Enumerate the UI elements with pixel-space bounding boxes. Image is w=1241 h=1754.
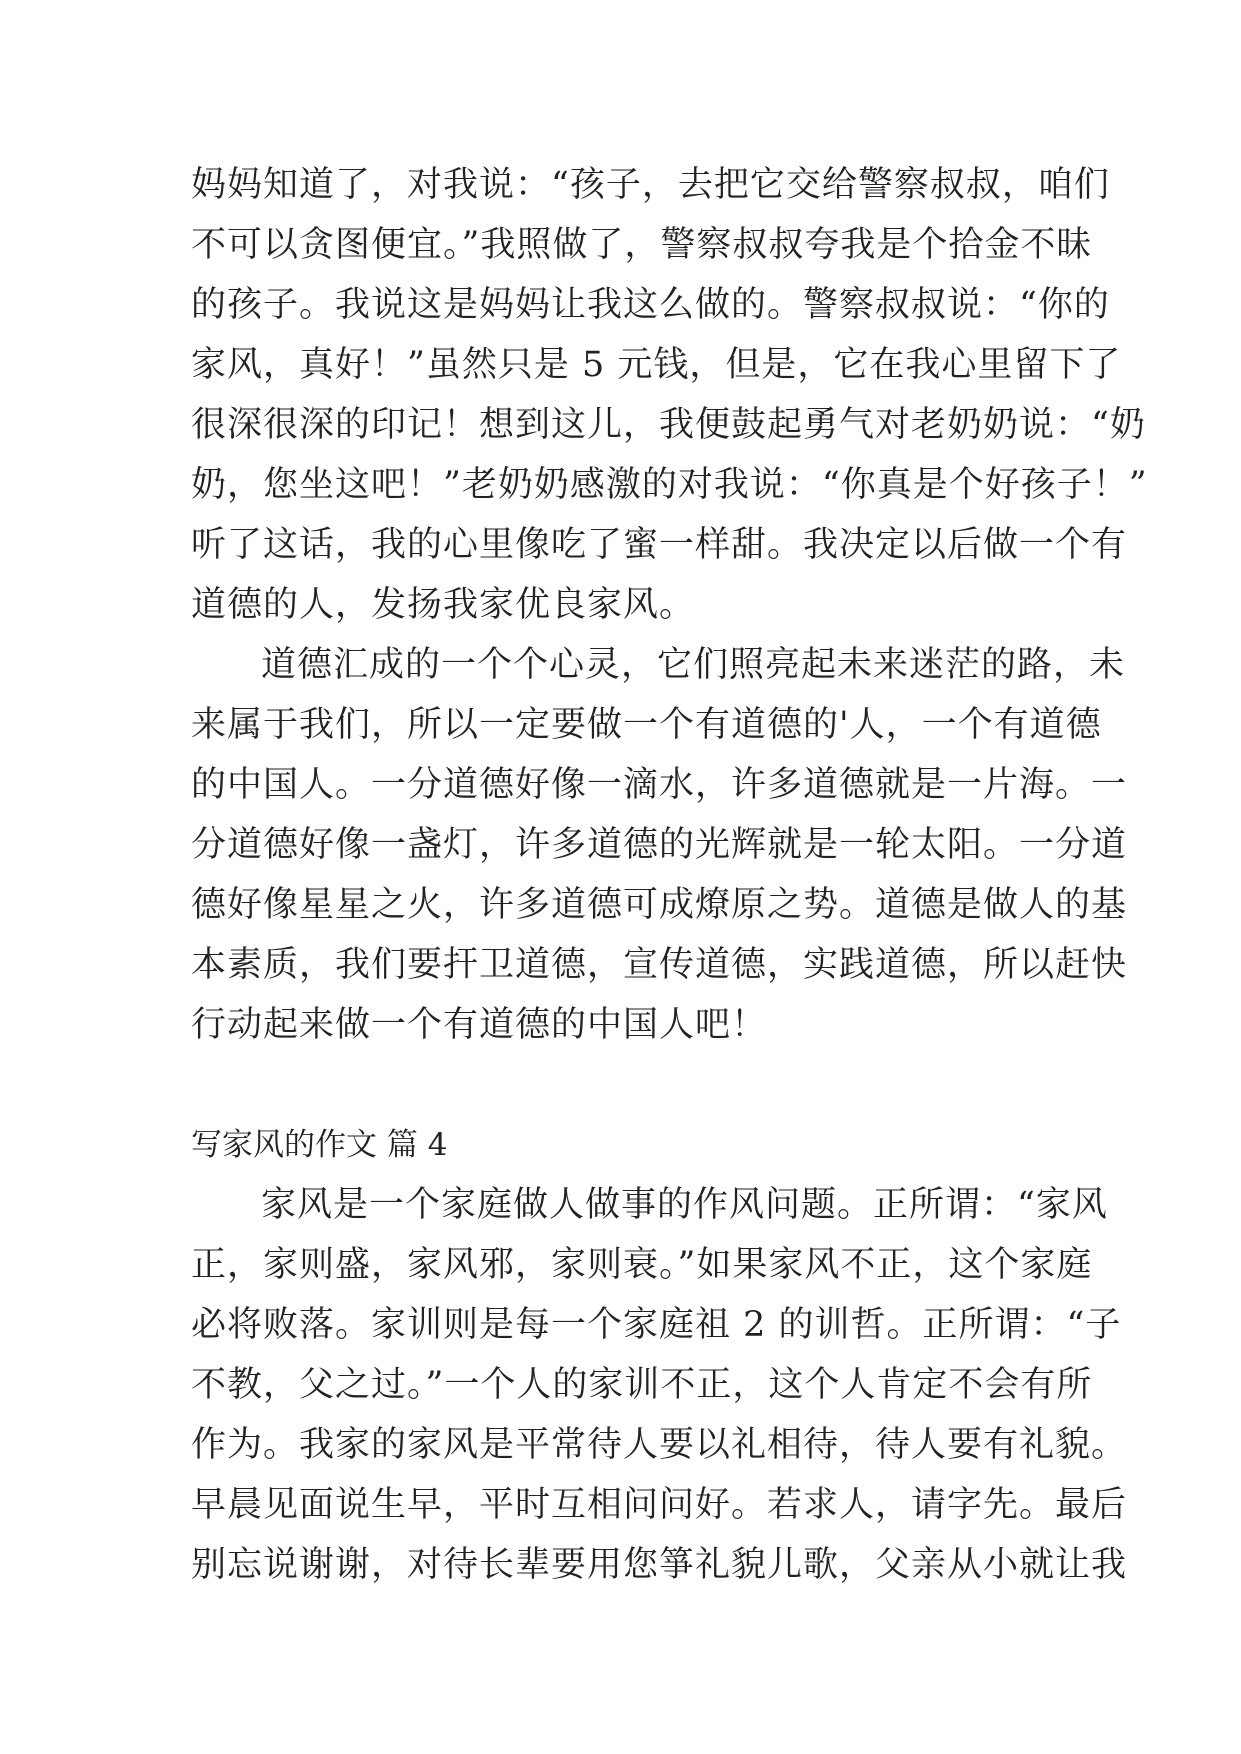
text-line: 本素质，我们要扞卫道德，宣传道德，实践道德，所以赶快: [191, 945, 1128, 985]
text-line: 道德汇成的一个个心灵，它们照亮起未来迷茫的路，未: [261, 645, 1126, 685]
text-line: 早晨见面说生早，平时互相问问好。若求人，请字先。最后: [191, 1485, 1128, 1525]
text-line: 家风是一个家庭做人做事的作风问题。正所谓：“家风: [261, 1185, 1108, 1225]
section-heading: 写家风的作文 篇 4: [191, 1127, 448, 1163]
text-line: 很深很深的印记！想到这儿，我便鼓起勇气对老奶奶说：“奶: [191, 405, 1146, 445]
text-line: 德好像星星之火，许多道德可成燎原之势。道德是做人的基: [191, 885, 1128, 925]
text-line: 家风，真好！”虽然只是 5 元钱，但是，它在我心里留下了: [191, 345, 1122, 385]
text-line: 不可以贪图便宜。”我照做了，警察叔叔夸我是个拾金不昧: [191, 225, 1093, 265]
paragraph-conclusion: [191, 635, 1128, 1055]
text-line: 来属于我们，所以一定要做一个有道德的'人，一个有道德: [191, 705, 1102, 745]
text-line: 分道德好像一盏灯，许多道德的光辉就是一轮太阳。一分道: [191, 825, 1128, 865]
text-line: 奶，您坐这吧！”老奶奶感激的对我说：“你真是个好孩子！”: [191, 465, 1148, 505]
text-line: 别忘说谢谢，对待长辈要用您箏礼貌儿歌，父亲从小就让我: [191, 1545, 1128, 1585]
text-line: 的孩子。我说这是妈妈让我这么做的。警察叔叔说：“你的: [191, 285, 1110, 325]
text-line: 作为。我家的家风是平常待人要以礼相待，待人要有礼貌。: [191, 1425, 1128, 1465]
paragraph-continuation: [191, 155, 1148, 635]
text-line: 听了这话，我的心里像吃了蜜一样甜。我决定以后做一个有: [191, 525, 1128, 565]
section-gap: [191, 1055, 1051, 1115]
text-line: 妈妈知道了，对我说：“孩子，去把它交给警察叔叔，咱们: [191, 165, 1110, 205]
text-line: 必将败落。家训则是每一个家庭祖 2 的训哲。正所谓：“子: [191, 1305, 1122, 1345]
text-line: 的中国人。一分道德好像一滴水，许多道德就是一片海。一: [191, 765, 1128, 805]
text-line: 道德的人，发扬我家优良家风。: [191, 585, 696, 625]
document-page: [191, 155, 1148, 1595]
paragraph-intro: [191, 1175, 1128, 1595]
text-line: 行动起来做一个有道德的中国人吧！: [191, 1005, 768, 1045]
text-line: 不教，父之过。”一个人的家训不正，这个人肯定不会有所: [191, 1365, 1093, 1405]
text-line: 正，家则盛，家风邪，家则衰。”如果家风不正，这个家庭: [191, 1245, 1093, 1285]
